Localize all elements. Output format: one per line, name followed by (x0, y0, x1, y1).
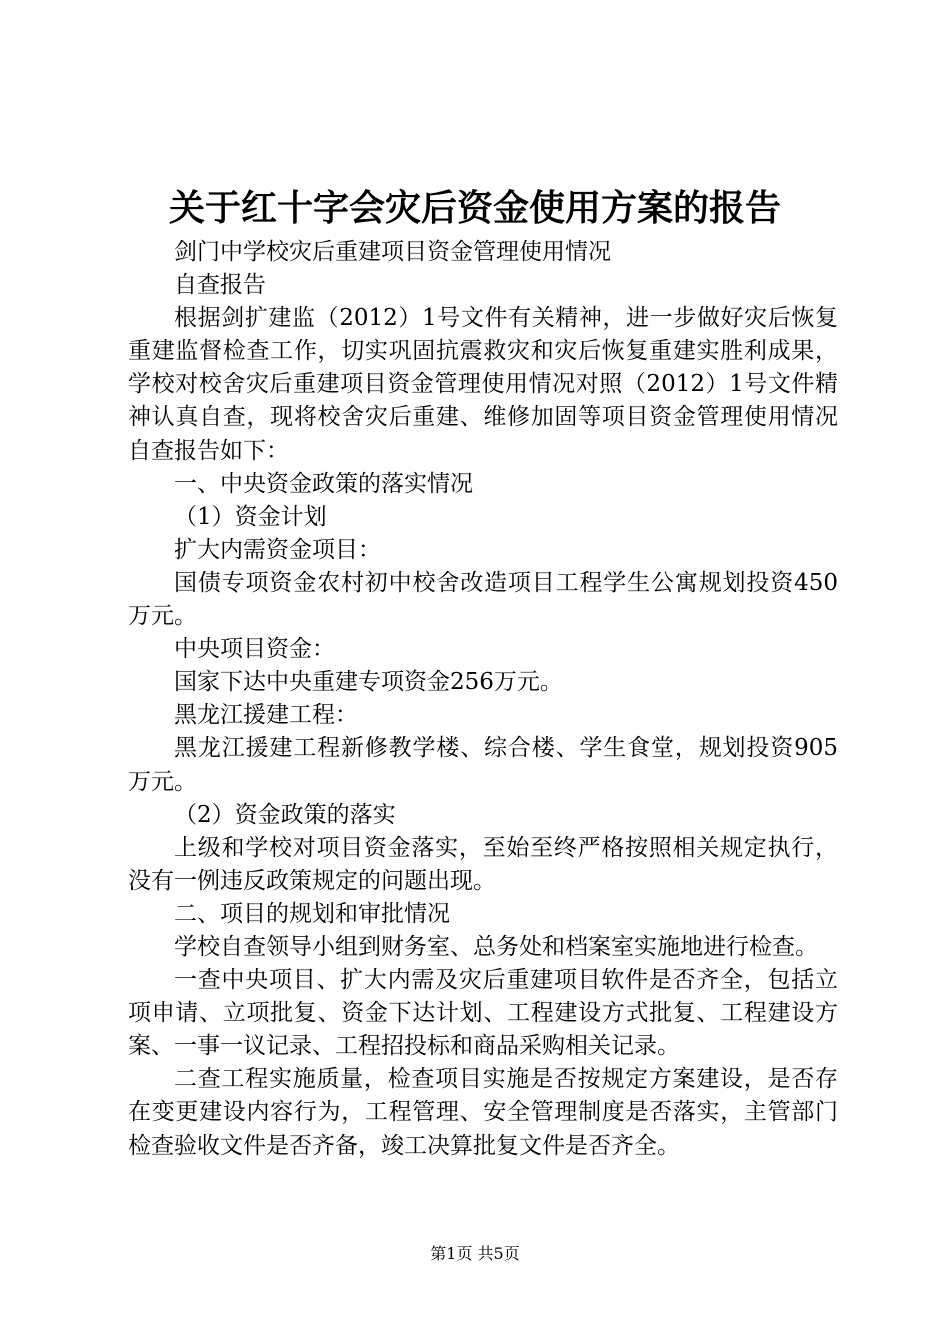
paragraph: 剑门中学校灾后重建项目资金管理使用情况 (174, 239, 611, 265)
page-footer: 第1页 共5页 (430, 1244, 520, 1263)
document-title: 关于红十字会灾后资金使用方案的报告 (168, 187, 781, 229)
paragraph: 二查工程实施质量，检查项目实施是否按规定方案建设，是否存在变更建设内容行为，工程管理、安全管理制度是否落实，主管部门检查验收文件是否齐备，竣工决算批复文件是否齐全。 (128, 1066, 838, 1159)
paragraph: 上级和学校对项目资金落实，至始至终严格按照相关规定执行，没有一例违反政策规定的问题出现。 (128, 834, 838, 894)
paragraph: 扩大内需资金项目： (174, 536, 381, 563)
paragraph: 学校自查领导小组到财务室、总务处和档案室实施地进行检查。 (174, 933, 818, 960)
paragraph: 黑龙江援建工程： (174, 702, 358, 729)
paragraph: 自查报告 (174, 272, 266, 299)
document-body (128, 236, 838, 1163)
subsection-heading: （2）资金政策的落实 (174, 801, 396, 828)
section-heading: 二、项目的规划和审批情况 (174, 900, 450, 927)
paragraph: 一查中央项目、扩大内需及灾后重建项目软件是否齐全，包括立项申请、立项批复、资金下达计划、工程建设方式批复、工程建设方案、一事一议记录、工程招投标和商品采购相关记录。 (128, 967, 838, 1060)
paragraph: 黑龙江援建工程新修教学楼、综合楼、学生食堂，规划投资905万元。 (128, 735, 838, 795)
subsection-heading: （1）资金计划 (174, 503, 327, 530)
paragraph: 中央项目资金： (174, 636, 335, 663)
paragraph: 根据剑扩建监（2012）1号文件有关精神，进一步做好灾后恢复重建监督检查工作，切实巩固抗震救灾和灾后恢复重建实胜利成果，学校对校舍灾后重建项目资金管理使用情况对照（2012）1号文件精神认真自查，现将校舍灾后重建、维修加固等项目资金管理使用情况自查报告如下： (128, 305, 838, 464)
paragraph: 国家下达中央重建专项资金256万元。 (174, 669, 563, 696)
paragraph: 国债专项资金农村初中校舍改造项目工程学生公寓规划投资450万元。 (128, 569, 838, 630)
section-heading: 一、中央资金政策的落实情况 (174, 470, 473, 497)
